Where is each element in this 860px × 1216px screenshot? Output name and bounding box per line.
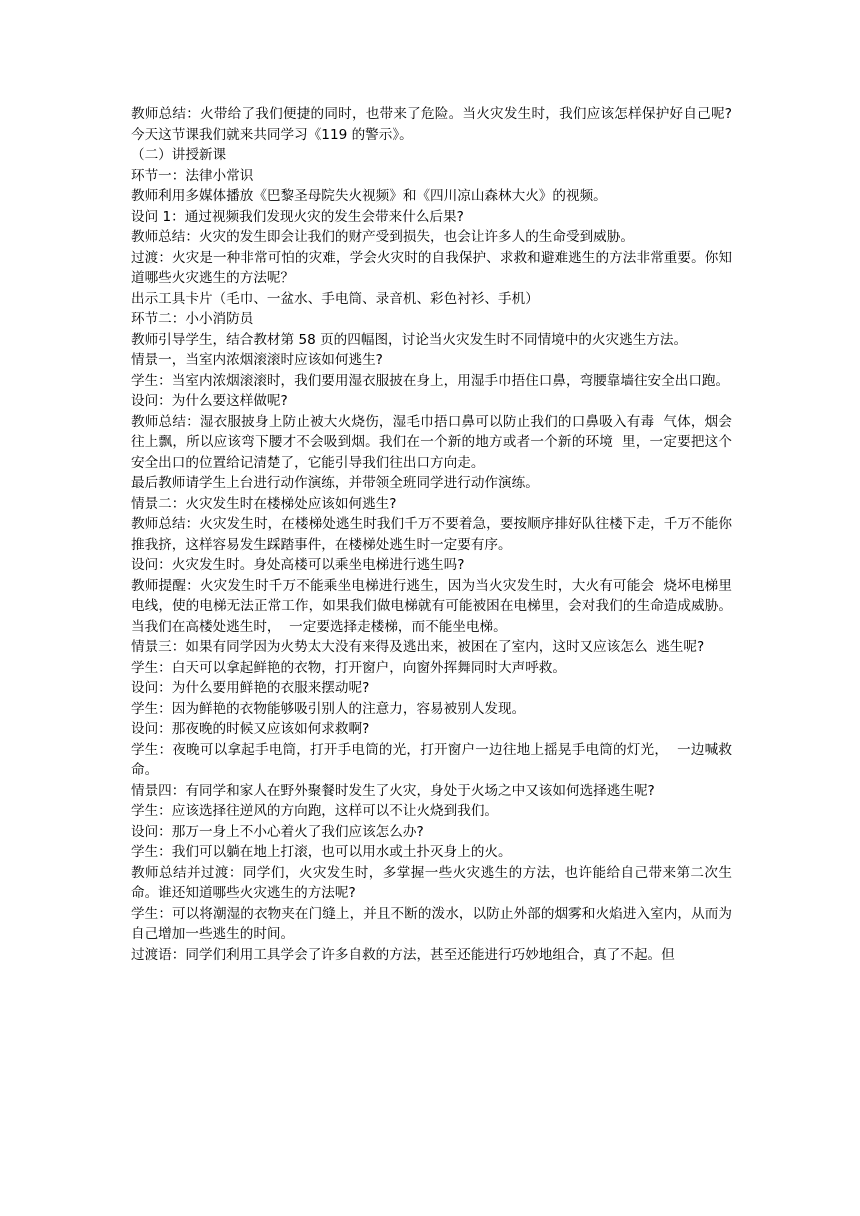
paragraph-scenario-1: 情景一，当室内浓烟滚滚时应该如何逃生? bbox=[131, 352, 383, 368]
paragraph-student-answer-roll: 学生：我们可以躺在地上打滚，也可以用水或土扑灭身上的火。 bbox=[131, 844, 512, 860]
paragraph-question-why: 设问：为什么要这样做呢? bbox=[131, 393, 288, 409]
paragraph-tool-cards: 出示工具卡片（毛巾、一盆水、手电筒、录音机、彩色衬衫、手机） bbox=[131, 290, 539, 307]
paragraph-teacher-summary-stairs: 教师总结：火灾发生时，在楼梯处逃生时我们千万不要着急，要按顺序排好队往楼下走，千万不能你推我挤，这样容易发生踩踏事件，在楼梯处逃生时一定要有序。 bbox=[131, 516, 732, 553]
paragraph-teacher-summary-consequences: 教师总结：火灾的发生即会让我们的财产受到损失，也会让许多人的生命受到威胁。 bbox=[131, 229, 634, 245]
paragraph-student-answer-1: 学生：当室内浓烟滚滚时，我们要用湿衣服披在身上，用湿手巾捂住口鼻，弯腰靠墙往安全出口跑。 bbox=[131, 372, 730, 389]
document-body bbox=[131, 104, 732, 965]
paragraph-scenario-4: 情景四：有同学和家人在野外聚餐时发生了火灾，身处于火场之中又该如何选择逃生呢? bbox=[131, 782, 655, 799]
paragraph-transition-closing: 过渡语：同学们利用工具学会了许多自救的方法，甚至还能进行巧妙地组合，真了不起。但 bbox=[131, 946, 675, 963]
paragraph-student-answer-attention: 学生：因为鲜艳的衣物能够吸引别人的注意力，容易被别人发现。 bbox=[131, 700, 526, 717]
paragraph-teacher-summary-smoke: 教师总结：湿衣服披身上防止被大火烧伤，湿毛巾捂口鼻可以防止我们的口鼻吸入有毒 气体，烟会往上飘，所以应该弯下腰才不会吸到烟。我们在一个新的地方或者一个新的环境 里，一定要把这个安全出口的位置给记清楚了，它能引导我们往出口方向走。 bbox=[131, 413, 732, 471]
paragraph-scenario-2: 情景二：火灾发生时在楼梯处应该如何逃生? bbox=[131, 495, 397, 512]
paragraph-student-answer-daytime: 学生：白天可以拿起鲜艳的衣物，打开窗户，向窗外挥舞同时大声呼救。 bbox=[131, 659, 566, 676]
paragraph-question-1: 设问 1：通过视频我们发现火灾的发生会带来什么后果? bbox=[131, 208, 464, 225]
paragraph-question-on-fire: 设问：那万一身上不小心着火了我们应该怎么办? bbox=[131, 823, 424, 840]
paragraph-drill: 最后教师请学生上台进行动作演练，并带领全班同学进行动作演练。 bbox=[131, 475, 539, 491]
paragraph-teacher-reminder-elevator: 教师提醒：火灾发生时千万不能乘坐电梯进行逃生，因为当火灾发生时，大火有可能会 烧坏电梯里电线，使的电梯无法正常工作，如果我们做电梯就有可能被困在电梯里，会对我们的生命造成威胁。当我们在高楼处逃生时， 一定要选择走楼梯，而不能坐电梯。 bbox=[131, 577, 732, 635]
paragraph-question-night: 设问：那夜晚的时候又应该如何求救啊? bbox=[131, 721, 370, 737]
paragraph-question-elevator: 设问：火灾发生时。身处高楼可以乘坐电梯进行逃生吗? bbox=[131, 557, 465, 573]
paragraph-teacher-summary-transition: 教师总结并过渡：同学们，火灾发生时，多掌握一些火灾逃生的方法，也许能给自己带来第二次生命。谁还知道哪些火灾逃生的方法呢? bbox=[131, 864, 732, 901]
paragraph-transition-escape-methods: 过渡：火灾是一种非常可怕的灾难，学会火灾时的自我保护、求救和避难逃生的方法非常重要。你知道哪些火灾逃生的方法呢？ bbox=[131, 249, 732, 286]
paragraph-student-answer-upwind: 学生：应该选择往逆风的方向跑，这样可以不让火烧到我们。 bbox=[131, 803, 499, 819]
paragraph-teacher-summary-intro: 教师总结：火带给了我们便捷的同时，也带来了危险。当火灾发生时，我们应该怎样保护好自己呢?今天这节课我们就来共同学习《119 的警示》。 bbox=[131, 106, 732, 143]
stage-heading-little-firefighter: 环节二：小小消防员 bbox=[131, 311, 254, 327]
paragraph-scenario-3: 情景三：如果有同学因为火势太大没有来得及逃出来，被困在了室内，这时又应该怎么 逃生呢? bbox=[131, 639, 705, 655]
section-heading-new-lesson: （二）讲授新课 bbox=[131, 147, 227, 163]
paragraph-question-bright-clothes: 设问：为什么要用鲜艳的衣服来摆动呢? bbox=[131, 680, 370, 696]
paragraph-student-answer-door: 学生：可以将潮湿的衣物夹在门缝上，并且不断的泼水，以防止外部的烟雾和火焰进入室内，从而为自己增加一些逃生的时间。 bbox=[131, 905, 732, 942]
paragraph-student-answer-flashlight: 学生：夜晚可以拿起手电筒，打开手电筒的光，打开窗户一边往地上摇晃手电筒的灯光， 一边喊救命。 bbox=[131, 741, 732, 778]
paragraph-video-play: 教师利用多媒体播放《巴黎圣母院失火视频》和《四川凉山森林大火》的视频。 bbox=[131, 188, 607, 204]
stage-heading-law-knowledge: 环节一：法律小常识 bbox=[131, 167, 254, 184]
paragraph-teacher-guide: 教师引导学生，结合教材第 58 页的四幅图，讨论当火灾发生时不同情境中的火灾逃生方法。 bbox=[131, 331, 688, 348]
